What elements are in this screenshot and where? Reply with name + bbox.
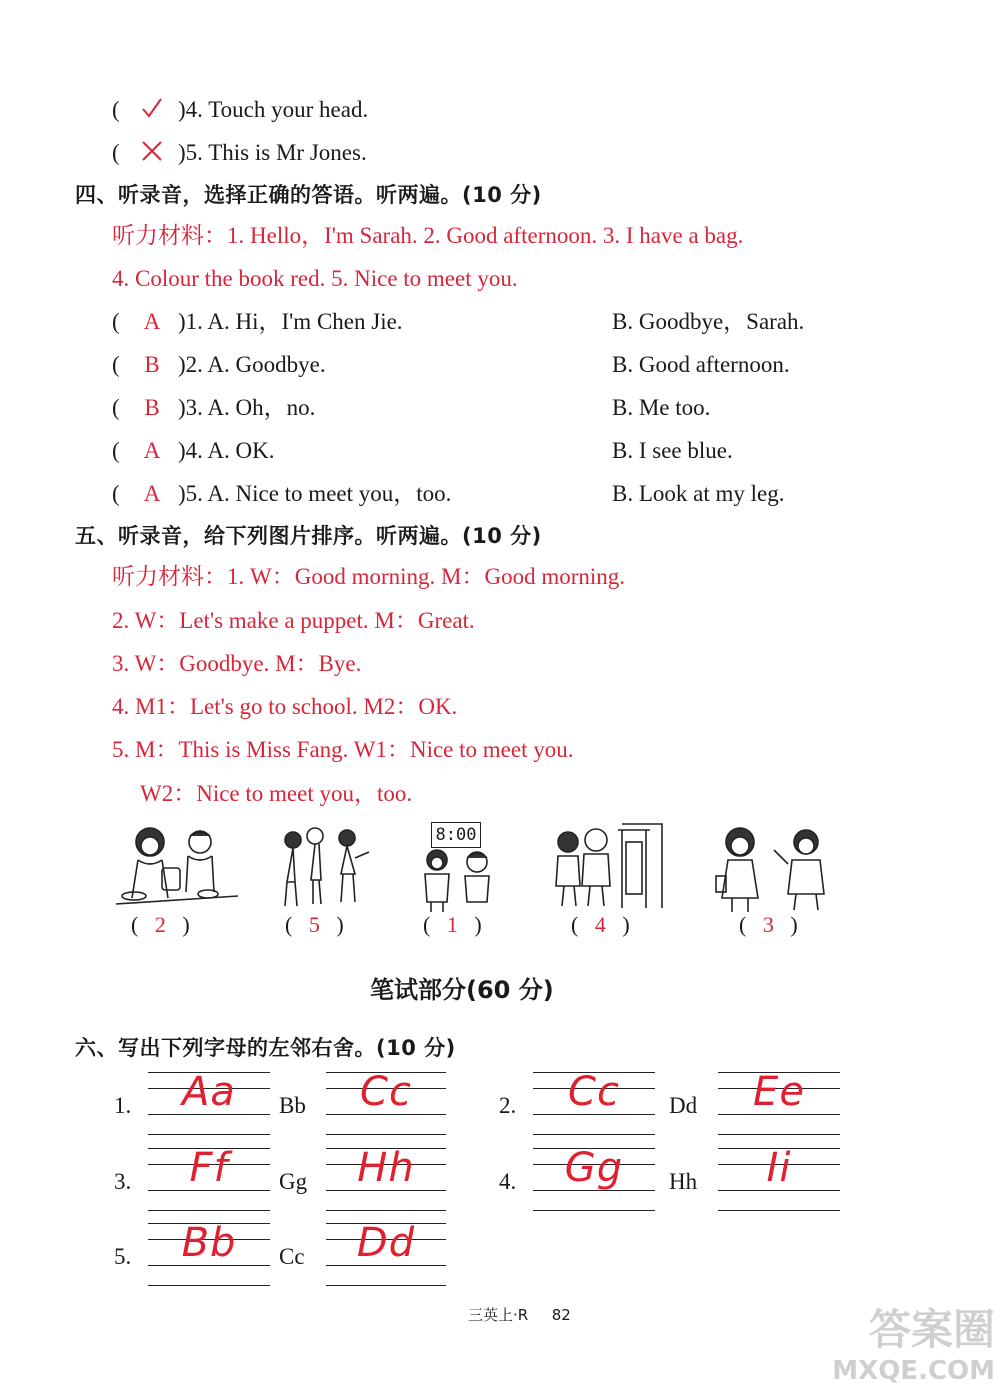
s6-given: Bb [279,1093,306,1118]
answer: B [144,395,160,420]
s4-item: ( A )5. A. Nice to meet you，too. B. Look at my leg. [112,479,912,509]
watermark-url: MXQE.COM [832,1356,995,1386]
letter-blank: Cc [326,1072,446,1136]
picture-order-5: ( 3 ) [739,912,798,937]
s6-num: 4. [499,1169,517,1194]
s5-script-line: 听力材料：1. W：Good morning. M：Good morning. [112,564,626,589]
s6-given: Dd [669,1093,698,1118]
s4-script-line-1: 听力材料：1. Hello，I'm Sarah. 2. Good afternoon. 3. I have a bag. [112,223,744,248]
s5-heading: 五、听录音，给下列图片排序。听两遍。(10 分) [75,524,542,548]
s6-num: 1. [114,1093,132,1118]
footer [468,1304,571,1325]
letter-blank: Ee [718,1072,840,1136]
s4-item: ( B )2. A. Goodbye. B. Good afternoon. [112,350,912,380]
clock-sign: 8:00 [431,822,481,848]
s5-script-line: 5. M：This is Miss Fang. W1：Nice to meet you. [112,737,574,762]
picture-order-3: ( 1 ) [423,912,482,937]
picture-making-puppet [112,820,242,912]
s6-num: 5. [114,1244,132,1269]
picture-go-to-school [550,820,665,912]
answer: B [144,352,160,377]
answer: A [143,481,161,506]
s6-given: Hh [669,1169,698,1194]
s5-script-line: 3. W：Goodbye. M：Bye. [112,651,362,676]
letter-blank: Dd [326,1223,446,1287]
picture-meet-teacher [275,822,385,912]
s4-item: ( A )4. A. OK. B. I see blue. [112,436,912,466]
cross-icon [126,139,178,171]
answer: A [143,438,161,463]
watermark-logo-text: 答案圈 [868,1305,995,1354]
letter-blank: Bb [148,1223,270,1287]
s4-item: ( B )3. A. Oh，no. B. Me too. [112,393,912,423]
footer-book: 三英上·R [468,1306,529,1324]
s3-item-5: ( )5. This is Mr Jones. [112,138,367,171]
letter-blank: Hh [326,1148,446,1212]
option-b: B. Look at my leg. [612,481,785,506]
picture-order-4: ( 4 ) [571,912,630,937]
s6-num: 3. [114,1169,132,1194]
option-b: B. Good afternoon. [612,352,790,377]
picture-good-morning [415,846,505,912]
watermark [815,1305,995,1391]
s6-heading: 六、写出下列字母的左邻右舍。(10 分) [75,1036,456,1060]
s4-heading: 四、听录音，选择正确的答语。听两遍。(10 分) [75,183,542,207]
letter-blank: Cc [533,1072,655,1136]
picture-order-2: ( 5 ) [285,912,344,937]
s6-given: Cc [279,1244,305,1269]
letter-blank: Aa [148,1072,270,1136]
letter-blank: Ff [148,1148,270,1212]
letter-blank: Gg [533,1148,655,1212]
s5-script-line: W2：Nice to meet you，too. [140,781,413,806]
s5-script-line: 4. M1：Let's go to school. M2：OK. [112,694,458,719]
s6-given: Gg [279,1169,308,1194]
option-b: B. Goodbye，Sarah. [612,309,805,334]
tick-icon [126,96,178,128]
s6-num: 2. [499,1093,517,1118]
letter-blank: Ii [718,1148,840,1212]
s4-item: ( A )1. A. Hi，I'm Chen Jie. B. Goodbye，Sarah. [112,307,912,337]
answer: A [143,309,161,334]
written-part-title: 笔试部分(60 分) [370,976,554,1004]
picture-goodbye [714,822,839,912]
page-number: 82 [551,1306,571,1324]
s3-item-4: ( )4. Touch your head. [112,95,368,128]
s4-script-line-2: 4. Colour the book red. 5. Nice to meet you. [112,266,518,291]
s5-script-line: 2. W：Let's make a puppet. M：Great. [112,608,475,633]
option-b: B. Me too. [612,395,711,420]
option-b: B. I see blue. [612,438,733,463]
picture-order-1: ( 2 ) [131,912,190,937]
